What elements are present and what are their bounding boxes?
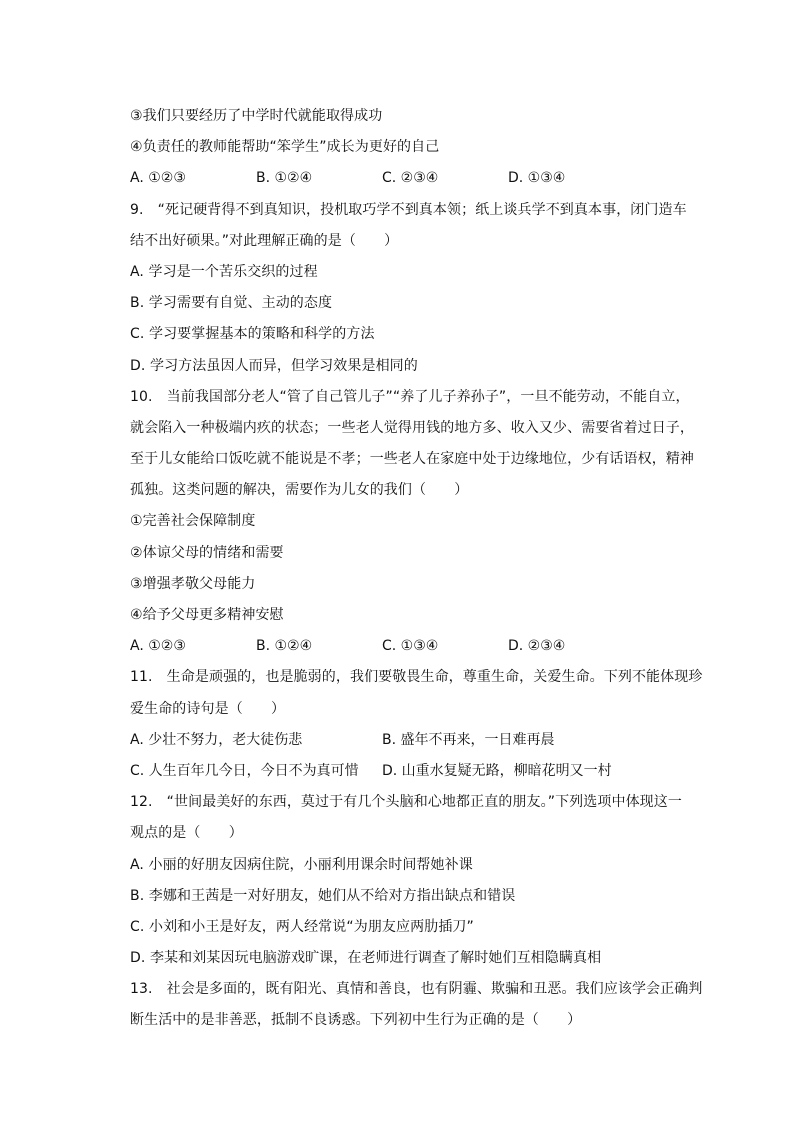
q11-option-a: A. 少壮不努力，老大徒伤悲 [130,731,303,748]
q10-item-3: ③增强孝敬父母能力 [130,575,256,592]
q10-item-4: ④给予父母更多精神安慰 [130,607,284,623]
q9-stem-line-2: 结不出好硕果。”对此理解正确的是（ ） [130,232,399,249]
exam-page-content [130,101,703,1037]
q8-options [130,163,696,194]
q13-stem-line-2: 断生活中的是非善恶，抵制不良诱惑。下列初中生行为正确的是（ ） [130,1012,582,1029]
q10-options [130,631,696,662]
q13-stem-line-1: 13. 社会是多面的，既有阳光、真情和善良，也有阴霾、欺骗和丑恶。我们应该学会正确判 [130,981,703,998]
q12-option-d: D. 李某和刘某因玩电脑游戏旷课，在老师进行调查了解时她们互相隐瞒真相 [130,950,602,967]
q10-item-2: ②体谅父母的情绪和需要 [130,544,284,561]
q11-stem-line-2: 爱生命的诗句是（ ） [130,700,286,717]
q11-options-row-2 [130,756,696,787]
q10-option-d: D. ②③④ [508,638,566,655]
q8-option-c: C. ②③④ [382,170,439,187]
q8-option-d: D. ①③④ [508,170,566,187]
q8-option-a: A. ①②③ [130,170,186,187]
q12-stem-line-2: 观点的是（ ） [130,825,243,842]
q10-item-1: ①完善社会保障制度 [130,513,256,530]
q10-option-c: C. ①③④ [382,638,439,655]
q12-stem-line-1: 12. “世间最美好的东西，莫过于有几个头脑和心地都正直的朋友。”下列选项中体现这一 [130,794,682,811]
q10-stem-line-1: 10. 当前我国部分老人“管了自己管儿子”“养了儿子养孙子”，一旦不能劳动，不能自立， [130,388,690,405]
q11-options-row-1 [130,725,696,756]
q8-item-3: ③我们只要经历了中学时代就能取得成功 [130,108,383,124]
q9-option-d: D. 学习方法虽因人而异，但学习效果是相同的 [130,357,418,374]
q12-option-c: C. 小刘和小王是好友，两人经常说“为朋友应两肋插刀” [130,918,474,935]
q8-option-b: B. ①②④ [256,170,313,187]
q11-option-d: D. 山重水复疑无路，柳暗花明又一村 [382,762,612,779]
q10-stem-line-2: 就会陷入一种极端内疚的状态；一些老人觉得用钱的地方多、收入又少、需要省着过日子， [130,419,694,436]
q9-option-a: A. 学习是一个苦乐交织的过程 [130,263,318,280]
q11-stem-line-1: 11. 生命是顽强的，也是脆弱的，我们要敬畏生命，尊重生命，关爱生命。下列不能体现珍 [130,669,703,686]
q12-option-b: B. 李娜和王茜是一对好朋友，她们从不给对方指出缺点和错误 [130,887,516,904]
q12-option-a: A. 小丽的好朋友因病住院，小丽利用课余时间帮她补课 [130,856,473,873]
q11-option-b: B. 盛年不再来，一日难再晨 [382,731,555,748]
q9-option-c: C. 学习要掌握基本的策略和科学的方法 [130,326,375,343]
q11-option-c: C. 人生百年几今日，今日不为真可惜 [130,762,359,779]
q10-option-b: B. ①②④ [256,638,313,655]
q10-stem-line-3: 至于儿女能给口饭吃就不能说是不孝；一些老人在家庭中处于边缘地位，少有话语权，精神 [130,451,694,468]
q8-item-4: ④负责任的教师能帮助“笨学生”成长为更好的自己 [130,139,440,156]
q10-stem-line-4: 孤独。这类问题的解决，需要作为儿女的我们（ ） [130,482,469,499]
q9-stem-line-1: 9. “死记硬背得不到真知识，投机取巧学不到真本领；纸上谈兵学不到真本事，闭门造车 [130,201,687,218]
q9-option-b: B. 学习需要有自觉、主动的态度 [130,295,333,312]
q10-option-a: A. ①②③ [130,638,186,655]
